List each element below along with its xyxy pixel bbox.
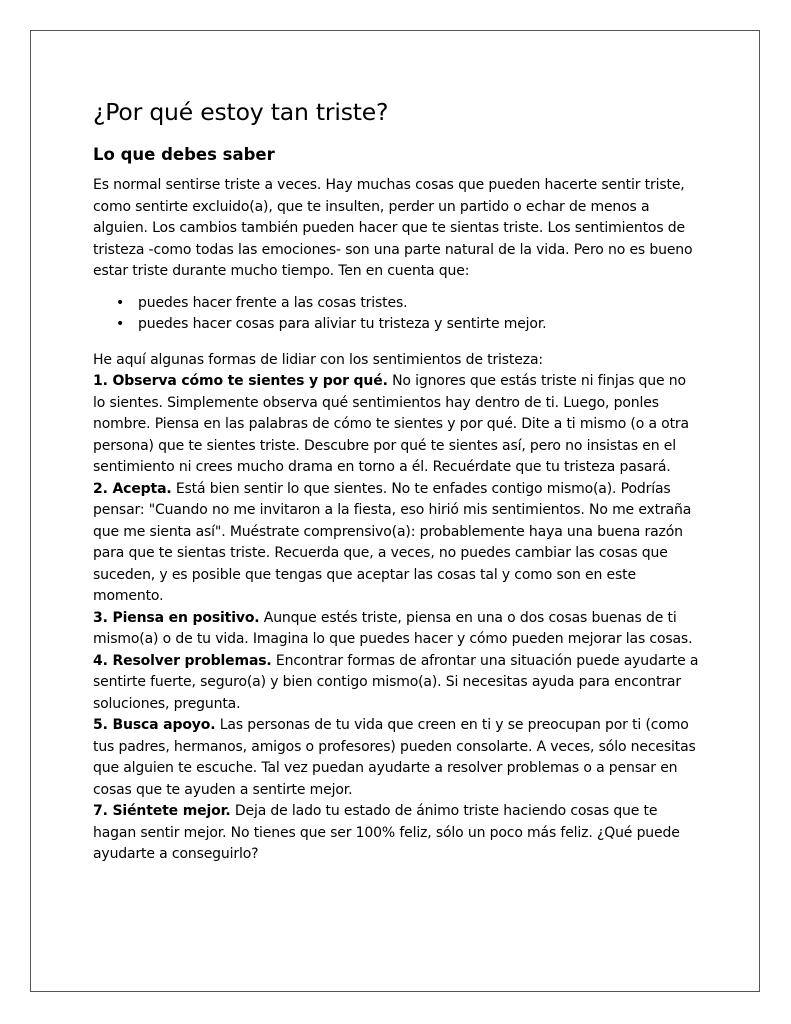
list-item <box>116 314 701 336</box>
tip-item <box>93 371 701 479</box>
tip-text: No ignores que estás triste ni finjas que no lo sientes. Simplemente observa qué sentimientos hay dentro de ti. Luego, ponles nombre. Piensa en las palabras de cómo te sientes y por qué. Dite a ti mismo (o a otra persona) que te sientes triste. Descubre por qué te sientes así, pero no insistas en el sentimiento ni crees mucho drama en torno a él. Recuérdate que tu tristeza pasará. <box>93 373 689 475</box>
tip-text: Las personas de tu vida que creen en ti y se preocupan por ti (como tus padres, hermanos, amigos o profesores) pueden consolarte. A veces, sólo necesitas que alguien te escuche. Tal vez puedan ayudarte a resolver problemas o a pensar en cosas que te ayuden a sentirte mejor. <box>93 717 696 798</box>
tip-text: Encontrar formas de afrontar una situación puede ayudarte a sentirte fuerte, seguro(a) y bien contigo mismo(a). Si necesitas ayuda para encontrar soluciones, pregunta. <box>93 652 699 712</box>
tip-item <box>93 801 701 866</box>
tip-text: Deja de lado tu estado de ánimo triste haciendo cosas que te hagan sentir mejor. No tienes que ser 100% feliz, sólo un poco más feliz. ¿Qué puede ayudarte a conseguirlo? <box>93 803 680 862</box>
bullet-icon: • <box>116 294 125 311</box>
list-item-text: puedes hacer frente a las cosas tristes. <box>138 294 408 311</box>
tip-heading: 7. Siéntete mejor. <box>93 803 231 819</box>
intro-paragraph: Es normal sentirse triste a veces. Hay muchas cosas que pueden hacerte sentir triste, como sentirte excluido(a), que te insulten, perder un partido o echar de menos a alguien. Los cambios también pueden hacer que te sientas triste. Los sentimientos de tristeza -como todas las emociones- son una parte natural de la vida. Pero no es bueno estar triste durante mucho tiempo. Ten en cuenta que: <box>93 177 693 279</box>
tip-item <box>93 715 701 801</box>
lead-paragraph: He aquí algunas formas de lidiar con los sentimientos de tristeza: <box>93 351 543 368</box>
document-body <box>93 96 701 866</box>
tip-text: Aunque estés triste, piensa en una o dos cosas buenas de ti mismo(a) o de tu vida. Imagina lo que puedes hacer y cómo pueden mejorar las cosas. <box>93 609 693 647</box>
tip-text: Está bien sentir lo que sientes. No te enfades contigo mismo(a). Podrías pensar: "Cuando no me invitaron a la fiesta, eso hirió mis sentimientos. No me extraña que me sienta así". Muéstrate comprensivo(a): probablemente haya una buena razón para que te sientas triste. Recuerda que, a veces, no puedes cambiar las cosas que suceden, y es posible que tengas que aceptar las cosas tal y como son en este momento. <box>93 480 692 604</box>
section-heading: Lo que debes saber <box>93 145 275 164</box>
tip-item <box>93 651 701 716</box>
tip-heading: 5. Busca apoyo. <box>93 717 216 733</box>
tip-item <box>93 479 701 608</box>
tip-heading: 1. Observa cómo te sientes y por qué. <box>93 373 388 389</box>
tip-item <box>93 608 701 651</box>
bullet-icon: • <box>116 316 125 332</box>
tip-heading: 4. Resolver problemas. <box>93 652 272 669</box>
bullet-list <box>93 293 701 336</box>
list-item-text: puedes hacer cosas para aliviar tu tristeza y sentirte mejor. <box>138 316 547 332</box>
page-title: ¿Por qué estoy tan triste? <box>93 98 389 126</box>
tip-heading: 2. Acepta. <box>93 480 172 497</box>
list-item <box>116 293 701 315</box>
tip-heading: 3. Piensa en positivo. <box>93 609 260 626</box>
